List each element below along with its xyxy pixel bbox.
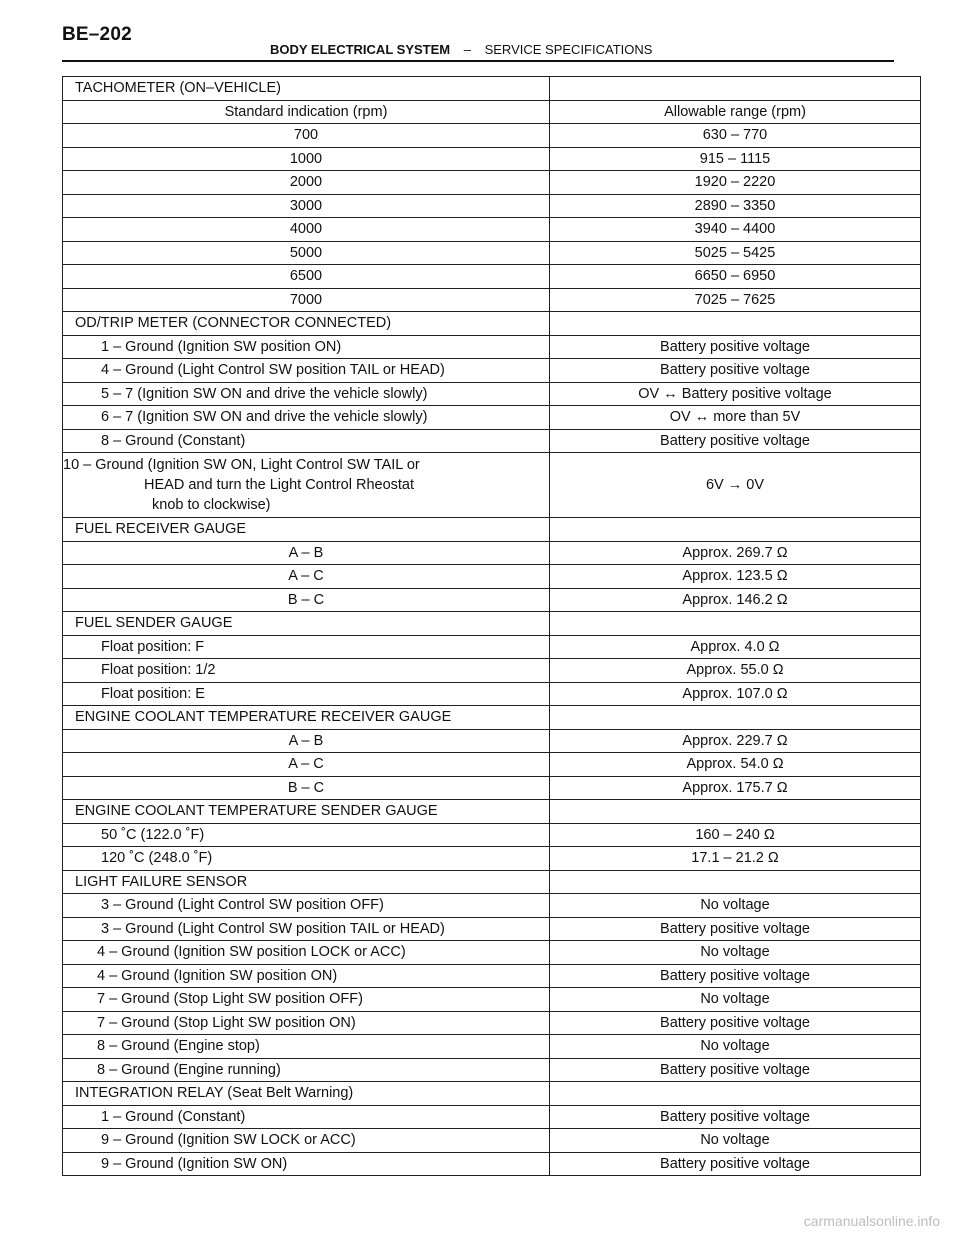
- spec-item-cell: 1000: [63, 147, 550, 171]
- spec-value-cell: No voltage: [550, 941, 921, 965]
- spec-item-cell: ENGINE COOLANT TEMPERATURE RECEIVER GAUGE: [63, 706, 550, 730]
- spec-value-cell: OV ↔ more than 5V: [550, 406, 921, 430]
- spec-item-cell: Standard indication (rpm): [63, 100, 550, 124]
- spec-item-cell: 2000: [63, 171, 550, 195]
- spec-item-cell: 9 – Ground (Ignition SW ON): [63, 1152, 550, 1176]
- table-row: [63, 1105, 921, 1129]
- watermark: carmanualsonline.info: [803, 1213, 940, 1229]
- table-row: [63, 1082, 921, 1106]
- spec-value-cell: Approx. 123.5 Ω: [550, 565, 921, 589]
- spec-value-cell: No voltage: [550, 894, 921, 918]
- spec-value-cell: No voltage: [550, 988, 921, 1012]
- spec-value-cell: 160 – 240 Ω: [550, 823, 921, 847]
- spec-item-cell: OD/TRIP METER (CONNECTOR CONNECTED): [63, 312, 550, 336]
- table-row: [63, 218, 921, 242]
- table-row: [63, 729, 921, 753]
- table-row: [63, 659, 921, 683]
- table-row: [63, 682, 921, 706]
- spec-value-cell: Battery positive voltage: [550, 429, 921, 453]
- table-row: [63, 359, 921, 383]
- table-row: [63, 612, 921, 636]
- spec-item-cell: 6500: [63, 265, 550, 289]
- spec-item-cell: 1 – Ground (Ignition SW position ON): [63, 335, 550, 359]
- table-row: [63, 1152, 921, 1176]
- spec-item-cell: 5000: [63, 241, 550, 265]
- spec-value-cell: Battery positive voltage: [550, 359, 921, 383]
- spec-item-cell: 5 – 7 (Ignition SW ON and drive the vehicle slowly): [63, 382, 550, 406]
- spec-value-cell: Battery positive voltage: [550, 917, 921, 941]
- table-row: [63, 171, 921, 195]
- spec-value-cell: Battery positive voltage: [550, 335, 921, 359]
- spec-value-cell: OV ↔ Battery positive voltage: [550, 382, 921, 406]
- spec-value-cell: [550, 706, 921, 730]
- table-row: [63, 312, 921, 336]
- spec-item-cell: A – C: [63, 753, 550, 777]
- table-row: [63, 124, 921, 148]
- spec-item-cell: 8 – Ground (Engine stop): [63, 1035, 550, 1059]
- spec-value-cell: Approx. 146.2 Ω: [550, 588, 921, 612]
- table-row: [63, 429, 921, 453]
- table-row: [63, 894, 921, 918]
- spec-item-cell: TACHOMETER (ON–VEHICLE): [63, 77, 550, 101]
- spec-item-cell: FUEL RECEIVER GAUGE: [63, 518, 550, 542]
- spec-item-cell: 6 – 7 (Ignition SW ON and drive the vehicle slowly): [63, 406, 550, 430]
- spec-value-cell: Battery positive voltage: [550, 1152, 921, 1176]
- table-row: [63, 917, 921, 941]
- spec-item-cell: 7000: [63, 288, 550, 312]
- specifications-table-body: [63, 77, 921, 1176]
- spec-item-cell: 3 – Ground (Light Control SW position TAIL or HEAD): [63, 917, 550, 941]
- spec-item-cell: 9 – Ground (Ignition SW LOCK or ACC): [63, 1129, 550, 1153]
- spec-item-cell: [63, 453, 550, 518]
- spec-item-cell: 3000: [63, 194, 550, 218]
- table-row: [63, 1011, 921, 1035]
- section-title: BODY ELECTRICAL SYSTEM: [270, 42, 451, 57]
- page-number: BE–202: [62, 24, 132, 45]
- spec-value-cell: No voltage: [550, 1129, 921, 1153]
- subsection-title: SERVICE SPECIFICATIONS: [484, 42, 653, 57]
- spec-value-cell: Approx. 4.0 Ω: [550, 635, 921, 659]
- spec-value-cell: [550, 870, 921, 894]
- spec-item-cell: 4 – Ground (Ignition SW position ON): [63, 964, 550, 988]
- spec-item-line: knob to clockwise): [152, 497, 271, 513]
- table-row: [63, 635, 921, 659]
- table-row: [63, 588, 921, 612]
- spec-item-line: 10 – Ground (Ignition SW ON, Light Control SW TAIL or: [63, 457, 420, 473]
- spec-item-cell: B – C: [63, 776, 550, 800]
- spec-value-cell: 6650 – 6950: [550, 265, 921, 289]
- table-row: [63, 541, 921, 565]
- spec-item-cell: A – C: [63, 565, 550, 589]
- spec-value-cell: 17.1 – 21.2 Ω: [550, 847, 921, 871]
- spec-item-cell: A – B: [63, 729, 550, 753]
- table-row: [63, 964, 921, 988]
- table-row: [63, 988, 921, 1012]
- spec-value-cell: Battery positive voltage: [550, 964, 921, 988]
- spec-value-cell: [550, 612, 921, 636]
- spec-item-cell: 7 – Ground (Stop Light SW position OFF): [63, 988, 550, 1012]
- spec-value-cell: [550, 1082, 921, 1106]
- spec-item-cell: 8 – Ground (Constant): [63, 429, 550, 453]
- spec-value-cell: Allowable range (rpm): [550, 100, 921, 124]
- spec-item-cell: 120 ˚C (248.0 ˚F): [63, 847, 550, 871]
- table-row: [63, 776, 921, 800]
- spec-item-cell: 700: [63, 124, 550, 148]
- spec-item-cell: ENGINE COOLANT TEMPERATURE SENDER GAUGE: [63, 800, 550, 824]
- table-row: [63, 800, 921, 824]
- spec-value-cell: [550, 312, 921, 336]
- spec-item-cell: 4 – Ground (Light Control SW position TAIL or HEAD): [63, 359, 550, 383]
- spec-value-cell: 1920 – 2220: [550, 171, 921, 195]
- spec-value-cell: 630 – 770: [550, 124, 921, 148]
- spec-item-cell: 4000: [63, 218, 550, 242]
- spec-value-cell: [550, 800, 921, 824]
- table-row: [63, 406, 921, 430]
- spec-value-cell: 7025 – 7625: [550, 288, 921, 312]
- spec-item-cell: Float position: 1/2: [63, 659, 550, 683]
- spec-value-cell: 5025 – 5425: [550, 241, 921, 265]
- spec-item-cell: 7 – Ground (Stop Light SW position ON): [63, 1011, 550, 1035]
- spec-item-line: HEAD and turn the Light Control Rheostat: [144, 477, 415, 493]
- spec-value-cell: Battery positive voltage: [550, 1011, 921, 1035]
- spec-value-cell: [550, 518, 921, 542]
- table-row: [63, 1035, 921, 1059]
- table-row: [63, 518, 921, 542]
- spec-item-cell: A – B: [63, 541, 550, 565]
- spec-item-cell: 1 – Ground (Constant): [63, 1105, 550, 1129]
- table-row: [63, 100, 921, 124]
- spec-value-cell: 915 – 1115: [550, 147, 921, 171]
- spec-item-cell: B – C: [63, 588, 550, 612]
- table-row: [63, 335, 921, 359]
- spec-value-cell: Approx. 55.0 Ω: [550, 659, 921, 683]
- spec-value-cell: Approx. 107.0 Ω: [550, 682, 921, 706]
- table-row: [63, 753, 921, 777]
- spec-item-cell: LIGHT FAILURE SENSOR: [63, 870, 550, 894]
- table-row: [63, 147, 921, 171]
- table-row: [63, 265, 921, 289]
- table-row: [63, 706, 921, 730]
- header-rule: [62, 60, 894, 62]
- spec-value-cell: No voltage: [550, 1035, 921, 1059]
- spec-item-cell: 4 – Ground (Ignition SW position LOCK or ACC): [63, 941, 550, 965]
- spec-item-cell: 8 – Ground (Engine running): [63, 1058, 550, 1082]
- table-row: [63, 453, 921, 518]
- spec-item-cell: Float position: F: [63, 635, 550, 659]
- spec-value-cell: Approx. 229.7 Ω: [550, 729, 921, 753]
- table-row: [63, 194, 921, 218]
- spec-item-cell: INTEGRATION RELAY (Seat Belt Warning): [63, 1082, 550, 1106]
- table-row: [63, 870, 921, 894]
- spec-item-cell: 3 – Ground (Light Control SW position OFF): [63, 894, 550, 918]
- table-row: [63, 382, 921, 406]
- spec-value-cell: 6V → 0V: [550, 453, 921, 518]
- table-row: [63, 77, 921, 101]
- spec-value-cell: 2890 – 3350: [550, 194, 921, 218]
- spec-value-cell: [550, 77, 921, 101]
- table-row: [63, 1058, 921, 1082]
- spec-item-cell: 50 ˚C (122.0 ˚F): [63, 823, 550, 847]
- running-header: [270, 42, 652, 57]
- spec-item-cell: Float position: E: [63, 682, 550, 706]
- table-row: [63, 565, 921, 589]
- table-row: [63, 823, 921, 847]
- table-row: [63, 941, 921, 965]
- spec-value-cell: Approx. 269.7 Ω: [550, 541, 921, 565]
- spec-value-cell: Battery positive voltage: [550, 1058, 921, 1082]
- table-row: [63, 1129, 921, 1153]
- spec-value-cell: Approx. 175.7 Ω: [550, 776, 921, 800]
- spec-item-cell: FUEL SENDER GAUGE: [63, 612, 550, 636]
- spec-value-cell: Approx. 54.0 Ω: [550, 753, 921, 777]
- specifications-table: [62, 76, 921, 1176]
- header-separator: –: [463, 42, 471, 57]
- table-row: [63, 847, 921, 871]
- spec-value-cell: Battery positive voltage: [550, 1105, 921, 1129]
- table-row: [63, 288, 921, 312]
- spec-value-cell: 3940 – 4400: [550, 218, 921, 242]
- table-row: [63, 241, 921, 265]
